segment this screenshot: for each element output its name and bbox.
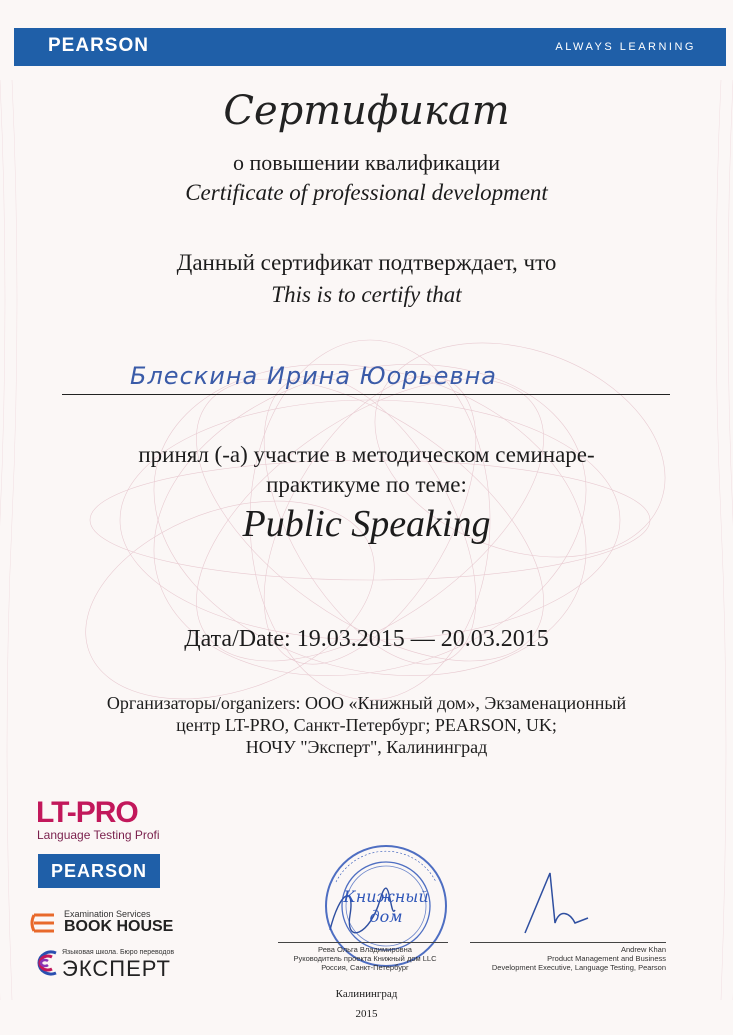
right-signatory-title-2: Development Executive, Language Testing, Pearson (491, 963, 666, 972)
ltpro-logo: LT-PRO (36, 796, 138, 829)
right-signatory (470, 945, 666, 972)
left-signatory-location: Россия, Санкт-Петербург (321, 963, 409, 972)
left-signatory (270, 945, 460, 972)
pearson-logo: PEARSON (38, 854, 160, 888)
certify-text-en: This is to certify that (271, 282, 462, 307)
header-brand: PEARSON (48, 35, 149, 56)
organizers-text (0, 692, 733, 758)
left-signatory-title: Руководитель проекта Книжный дом LLC (293, 954, 437, 963)
expert-logo-subtitle: Языковая школа. Бюро переводов (62, 949, 175, 956)
participation-text (0, 440, 733, 500)
recipient-name: Блескина Ирина Юорьевна (130, 362, 497, 390)
subtitle-ru: о повышении квалификации (233, 150, 500, 175)
right-signature-line (470, 942, 666, 943)
participation-line-2: практикуме по теме: (266, 472, 467, 497)
seminar-dates: Дата/Date: 19.03.2015 — 20.03.2015 (184, 626, 549, 652)
header-tagline: ALWAYS LEARNING (555, 41, 696, 53)
expert-logo: ЭКСПЕРТ (62, 956, 171, 981)
header-bar (14, 28, 726, 66)
subtitle-en: Certificate of professional development (185, 180, 548, 205)
certify-text-ru: Данный сертификат подтверждает, что (176, 250, 557, 275)
bookhouse-logo-subtitle: Examination Services (64, 909, 151, 919)
bookhouse-logo: BOOK HOUSE (64, 918, 174, 935)
left-signature-line (278, 942, 448, 943)
left-signatory-name: Рева Ольга Владимировна (318, 945, 412, 954)
participation-line-1: принял (-а) участие в методическом семинаре- (138, 442, 595, 467)
name-underline (62, 394, 670, 395)
organizers-line-3: НОЧУ "Эксперт", Калининград (245, 737, 488, 757)
footer-city: Калининград (335, 988, 398, 1000)
organizers-line-2: центр LT-PRO, Санкт-Петербург; PEARSON, UK; (176, 715, 557, 735)
bookhouse-logo-icon (30, 911, 58, 935)
organizers-line-1: Организаторы/organizers: ООО «Книжный дом», Экзаменационный (106, 693, 627, 713)
svg-text:Книжный: Книжный (343, 887, 429, 906)
seminar-topic: Public Speaking (242, 503, 491, 545)
ltpro-logo-subtitle: Language Testing Profi (37, 828, 160, 842)
right-signatory-name: Andrew Khan (620, 945, 666, 954)
footer-year: 2015 (355, 1008, 378, 1020)
certificate-title: Сертификат (223, 88, 510, 134)
right-signatory-title-1: Product Management and Business (547, 954, 666, 963)
expert-logo-icon (30, 950, 60, 976)
svg-text:дом: дом (369, 907, 403, 926)
right-handwritten-signature (520, 868, 590, 938)
